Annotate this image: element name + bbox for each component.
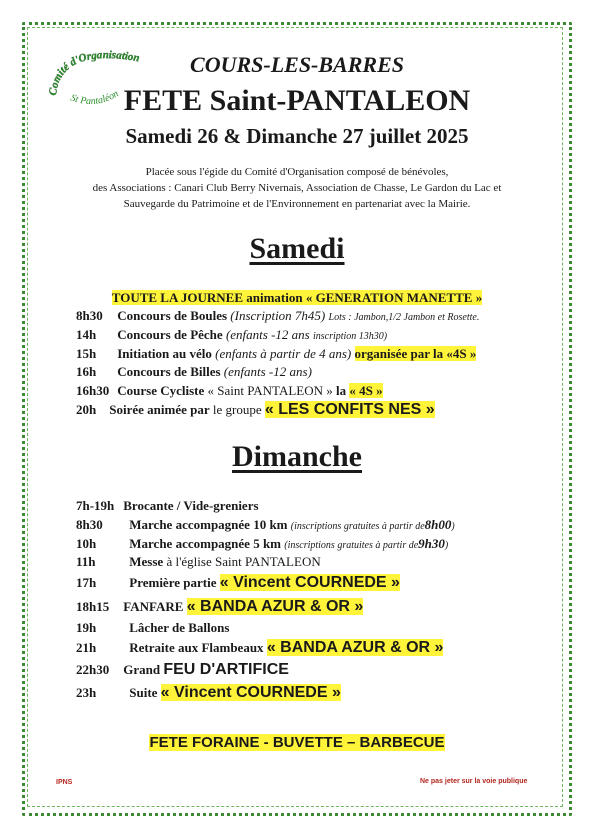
row-highlight: FEU D'ARTIFICE: [163, 661, 289, 678]
row-highlight: organisée par la «4S »: [354, 346, 477, 361]
row-time: 20h: [76, 402, 97, 417]
row-activity: Soirée animée par: [109, 402, 210, 417]
row-detail: (enfants -12 ans): [223, 364, 312, 379]
seal-bottom-text: St Pantaléon: [69, 88, 121, 106]
row-activity: FANFARE: [123, 599, 184, 614]
row-note: Lots : Jambon,1/2 Jambon et Rosette.: [328, 312, 480, 323]
row-detail: à l'église Saint PANTALEON: [166, 554, 321, 569]
finale-banner: FETE FORAINE - BUVETTE – BARBECUE: [149, 734, 445, 751]
row-note: (inscriptions gratuites à partir de: [284, 540, 419, 551]
program-row: [76, 639, 443, 657]
program-row: [76, 498, 259, 514]
program-row: [76, 401, 435, 419]
row-time: 15h: [76, 346, 97, 361]
saturday-heading: Samedi: [249, 232, 345, 265]
sunday-heading: Dimanche: [232, 440, 362, 473]
row-note: (inscriptions gratuites à partir de: [290, 521, 425, 532]
row-detail: (enfants à partir de 4 ans): [215, 346, 352, 361]
program-row: [76, 536, 448, 552]
row-activity: Marche accompagnée 10 km: [129, 517, 288, 532]
saturday-allday-banner: TOUTE LA JOURNEE animation « GENERATION MANETTE »: [111, 290, 483, 305]
row-activity: Première partie: [129, 575, 217, 590]
program-row: [76, 661, 289, 679]
row-note: inscription 13h30): [312, 331, 388, 342]
program-row: [76, 574, 400, 592]
program-row: [76, 517, 455, 533]
intro-line: des Associations : Canari Club Berry Nivernais, Association de Chasse, Le Gardon du Lac et: [92, 182, 502, 194]
row-note-time: 9h30: [418, 536, 445, 551]
program-row: [76, 308, 479, 324]
row-highlight: « Vincent COURNEDE »: [219, 574, 400, 591]
event-dates: Samedi 26 & Dimanche 27 juillet 2025: [125, 124, 469, 148]
row-time: 8h30: [76, 308, 103, 323]
program-row: [76, 598, 363, 616]
row-time: 11h: [76, 554, 96, 569]
row-activity: Suite: [129, 685, 158, 700]
program-row: [76, 364, 312, 380]
row-activity: Messe: [129, 554, 164, 569]
row-time: 21h: [76, 640, 97, 655]
program-row: [76, 554, 321, 570]
row-time: 23h: [76, 685, 97, 700]
row-activity: Retraite aux Flambeaux: [129, 640, 264, 655]
row-highlight: « LES CONFITS NES »: [264, 401, 435, 418]
program-row: [76, 684, 341, 702]
row-highlight: « Vincent COURNEDE »: [160, 684, 341, 701]
row-time: 19h: [76, 620, 97, 635]
intro-line: Placée sous l'égide du Comité d'Organisation composé de bénévoles,: [145, 166, 449, 178]
intro-paragraph: [60, 164, 534, 212]
row-detail: (enfants -12 ans: [225, 327, 310, 342]
row-time: 7h-19h: [76, 498, 115, 513]
seal-top-text: Comité d'Organisation: [46, 49, 141, 97]
row-activity: Concours de Boules: [117, 308, 228, 323]
program-row: [76, 383, 383, 399]
row-note-close: ): [444, 540, 449, 551]
row-activity: Marche accompagnée 5 km: [129, 536, 282, 551]
event-title: FETE Saint-PANTALEON: [123, 84, 471, 117]
row-detail: (Inscription 7h45): [230, 308, 326, 323]
row-time: 17h: [76, 575, 97, 590]
row-highlight: « BANDA AZUR & OR »: [266, 639, 444, 656]
row-note-close: ): [451, 521, 455, 532]
footer-ipns: IPNS: [56, 779, 73, 786]
row-activity: Lâcher de Ballons: [129, 620, 230, 635]
row-time: 16h30: [76, 383, 110, 398]
program-row: [76, 327, 387, 343]
row-connector: la: [336, 383, 347, 398]
town-name: COURS-LES-BARRES: [190, 52, 404, 77]
row-activity: Initiation au vélo: [117, 346, 212, 361]
row-detail: « Saint PANTALEON »: [207, 383, 333, 398]
row-time: 18h15: [76, 599, 110, 614]
program-row: [76, 620, 229, 636]
row-time: 16h: [76, 364, 97, 379]
row-highlight: « BANDA AZUR & OR »: [186, 598, 364, 615]
program-row: [76, 346, 476, 362]
row-activity: Course Cycliste: [117, 383, 205, 398]
row-detail: le groupe: [212, 402, 262, 417]
row-time: 8h30: [76, 517, 103, 532]
row-note-time: 8h00: [424, 517, 452, 532]
row-time: 22h30: [76, 662, 110, 677]
intro-line: Sauvegarde du Patrimoine et de l'Environnement en partenariat avec la Mairie.: [123, 198, 471, 210]
row-activity: Concours de Pêche: [117, 327, 223, 342]
row-highlight: « 4S »: [349, 383, 383, 398]
footer-litter-notice: Ne pas jeter sur la voie publique: [420, 778, 528, 785]
row-activity: Concours de Billes: [117, 364, 221, 379]
row-time: 14h: [76, 327, 97, 342]
row-activity: Brocante / Vide-greniers: [123, 498, 259, 513]
row-activity: Grand: [123, 662, 161, 677]
row-time: 10h: [76, 536, 97, 551]
